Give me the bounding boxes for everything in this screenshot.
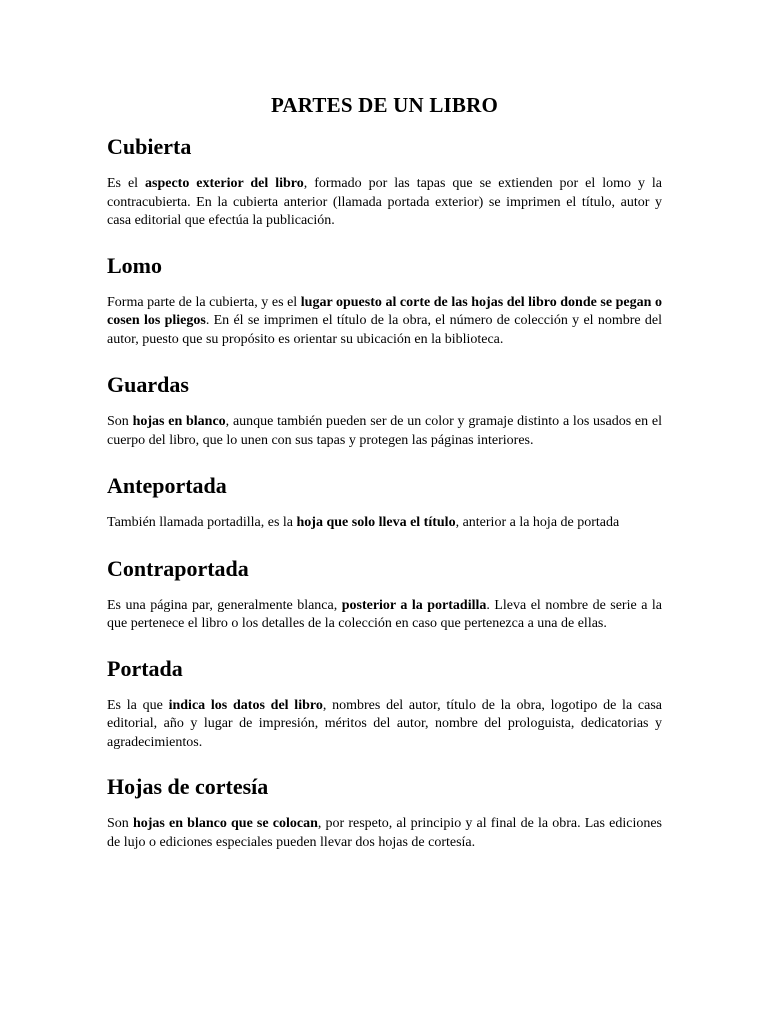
text-run: Es el — [107, 176, 146, 191]
text-run: , anterior a la hoja de portada — [455, 515, 620, 530]
text-run: , por respeto, al principio y al final de la obra. Las ediciones de lujo o ediciones especiales pueden llevar dos hojas de cortesía. — [107, 816, 662, 850]
section-heading-guardas: Guardas — [107, 372, 189, 397]
section-heading-hojas-de-cortesia: Hojas de cortesía — [107, 774, 269, 799]
text-run: Es la que — [107, 697, 169, 713]
text-run: Forma parte de la cubierta, y es el — [107, 294, 301, 310]
text-run: , aunque también pueden ser de un color y gramaje distinto a los usados en el cuerpo del libro, que lo unen con sus tapas y protegen las páginas interiores. — [107, 414, 662, 448]
text-run: También llamada portadilla, es la — [107, 515, 297, 530]
document-title: PARTES DE UN LIBRO — [270, 93, 499, 117]
section-heading-lomo: Lomo — [107, 252, 162, 278]
section-body-cubierta — [107, 175, 662, 231]
section-body-guardas — [107, 413, 662, 450]
section-body-hojas-de-cortesia — [107, 815, 662, 852]
bold-text-run: hoja que solo lleva el título — [296, 515, 456, 530]
text-run: Son — [107, 816, 133, 831]
text-run: , nombres del autor, título de la obra, logotipo de la casa editorial, año y lugar de impresión, méritos del autor, nombre del prologuista, dedicatorias y agradecimientos. — [107, 697, 663, 750]
text-run: . Lleva el nombre de serie a la que pertenece el libro o los detalles de la colección en caso que pertenezca a una de ellas. — [107, 597, 662, 631]
text-run: . En él se imprimen el título de la obra, el número de colección y el nombre del autor, puesto que su propósito es orientar su ubicación en la biblioteca. — [107, 313, 662, 347]
section-body-anteportada — [107, 514, 662, 533]
bold-text-run: aspecto exterior del libro — [145, 176, 304, 191]
bold-text-run: lugar opuesto al corte de las hojas del libro donde se pegan o cosen los pliegos — [107, 294, 662, 328]
section-body-contraportada — [107, 597, 662, 634]
text-run: Son — [107, 414, 133, 429]
section-body-lomo — [107, 294, 662, 350]
section-body-portada — [107, 697, 662, 753]
section-heading-cubierta: Cubierta — [107, 134, 192, 159]
section-heading-contraportada: Contraportada — [107, 555, 249, 581]
bold-text-run: hojas en blanco que se colocan — [132, 816, 318, 831]
section-heading-portada: Portada — [107, 655, 183, 681]
text-run: Es una página par, generalmente blanca, — [107, 597, 342, 613]
bold-text-run: hojas en blanco — [132, 414, 226, 429]
bold-text-run: indica los datos del libro — [168, 697, 323, 713]
bold-text-run: posterior a la portadilla — [341, 597, 487, 613]
text-run: , formado por las tapas que se extienden por el lomo y la contracubierta. En la cubierta anterior (llamada portada exterior) se imprimen el título, autor y casa editorial que efectúa la publicación. — [107, 176, 663, 228]
section-heading-anteportada: Anteportada — [107, 473, 227, 498]
document-page — [107, 92, 662, 852]
